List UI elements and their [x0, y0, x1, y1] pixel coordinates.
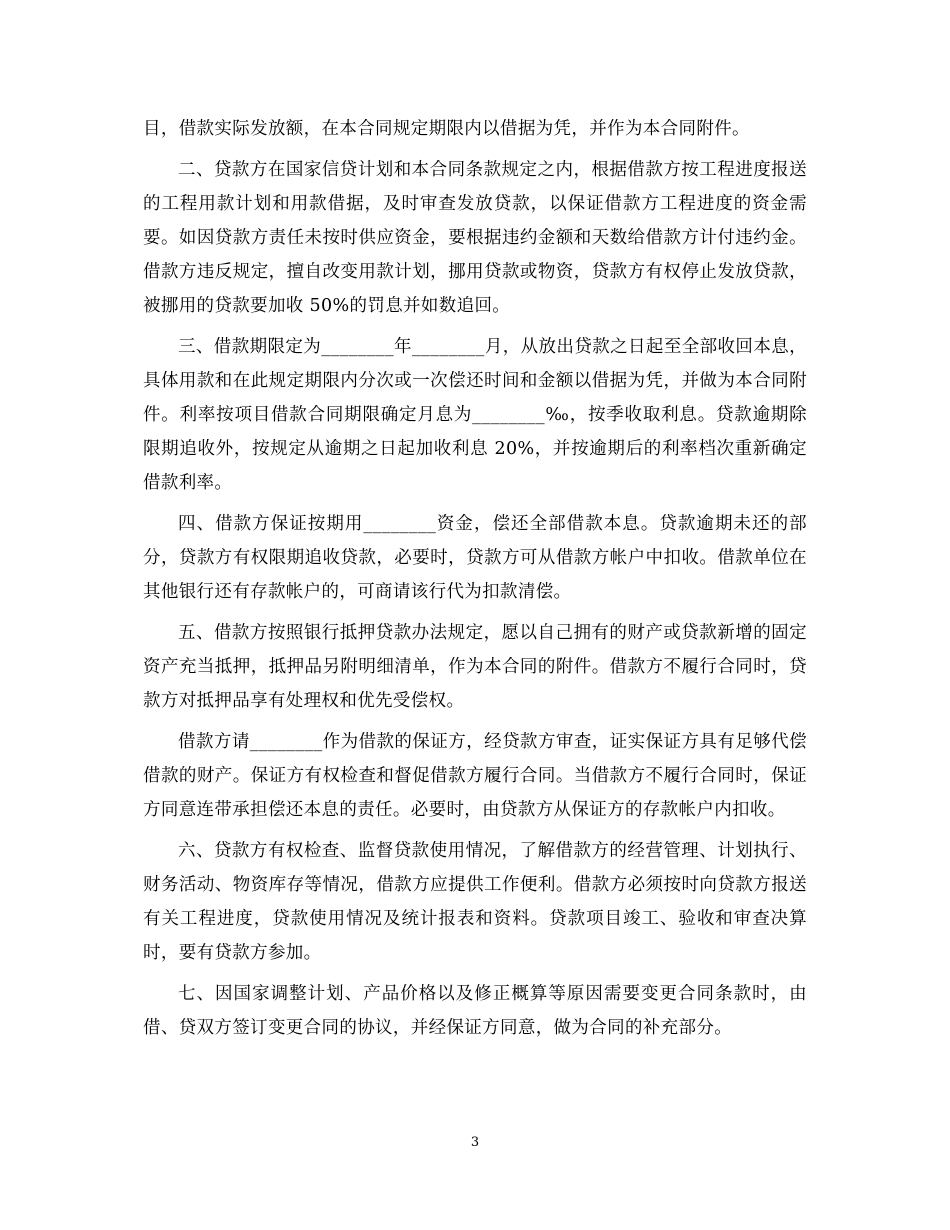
- paragraph-clause-7: 七、因国家调整计划、产品价格以及修正概算等原因需要变更合同条款时，由借、贷双方签订变更合同的协议，并经保证方同意，做为合同的补充部分。: [143, 984, 807, 1038]
- paragraph-clause-6: 六、贷款方有权检查、监督贷款使用情况，了解借款方的经营管理、计划执行、财务活动、物资库存等情况，借款方应提供工作便利。借款方必须按时向贷款方报送有关工程进度，贷款使用情况及统计报表和资料。贷款项目竣工、验收和审查决算时，要有贷款方参加。: [143, 841, 807, 963]
- paragraph-clause-4: 四、借款方保证按期用________资金，偿还全部借款本息。贷款逾期未还的部分，贷款方有权限期追收贷款，必要时，贷款方可从借款方帐户中扣收。借款单位在其他银行还有存款帐户的，可商请该行代为扣款清偿。: [143, 514, 807, 602]
- paragraph-guarantor: 借款方请________作为借款的保证方，经贷款方审查，证实保证方具有足够代偿借款的财产。保证方有权检查和督促借款方履行合同。当借款方不履行合同时，保证方同意连带承担偿还本息的责任。必要时，由贷款方从保证方的存款帐户内扣收。: [143, 732, 807, 820]
- paragraph-continuation: 目，借款实际发放额，在本合同规定期限内以借据为凭，并作为本合同附件。: [143, 119, 750, 139]
- paragraph-clause-5: 五、借款方按照银行抵押贷款办法规定，愿以自己拥有的财产或贷款新增的固定资产充当抵押，抵押品另附明细清单，作为本合同的附件。借款方不履行合同时，贷款方对抵押品享有处理权和优先受偿权。: [143, 623, 807, 711]
- contract-body-text: [143, 112, 807, 1045]
- paragraph-clause-2: 二、贷款方在国家信贷计划和本合同条款规定之内，根据借款方按工程进度报送的工程用款计划和用款借据，及时审查发放贷款，以保证借款方工程进度的资金需要。如因贷款方责任未按时供应资金，要根据违约金额和天数给借款方计付违约金。借款方违反规定，擅自改变用款计划，挪用贷款或物资，贷款方有权停止发放贷款，被挪用的贷款要加收 50%的罚息并如数追回。: [143, 160, 807, 316]
- paragraph-clause-3: 三、借款期限定为________年________月，从放出贷款之日起至全部收回本息，具体用款和在此规定期限内分次或一次偿还时间和金额以借据为凭，并做为本合同附件。利率按项目借款合同期限确定月息为________‰，按季收取利息。贷款逾期除限期追收外，按规定从逾期之日起加收利息 20%，并按逾期后的利率档次重新确定借款利率。: [143, 337, 807, 493]
- page-number: 3: [470, 1135, 480, 1150]
